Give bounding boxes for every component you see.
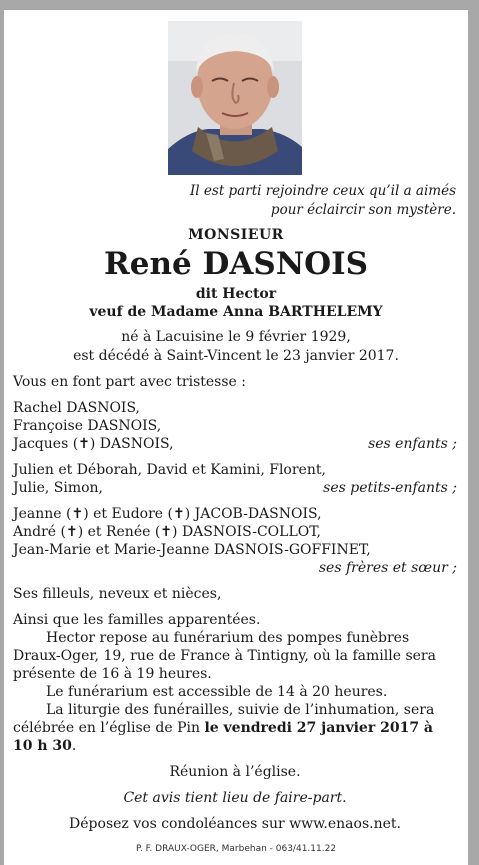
obituary-card	[4, 10, 468, 865]
epitaph-quote	[190, 182, 456, 220]
grandchildren-last-row	[13, 479, 457, 497]
siblings-role: ses frères et sœur ;	[318, 560, 457, 576]
access-hours: Le funérarium est accessible de 14 à 20 heures.	[46, 684, 388, 700]
nickname: dit Hector	[195, 286, 277, 302]
quote-line-2: pour éclaircir son mystère.	[270, 202, 456, 218]
birth-death-info	[4, 328, 468, 366]
grandchildren-role: ses petits-enfants ;	[323, 480, 457, 496]
liturgy-date: le vendredi 27 janvier 2017 à 10 h 30	[13, 720, 434, 754]
liturgy-text: La liturgie des funérailles, suivie de l’inhumation, sera célébrée en l’église de Pin	[13, 702, 435, 736]
child-3: Jacques (✝) DASNOIS,	[13, 436, 174, 452]
honorific: MONSIEUR	[188, 227, 284, 243]
widower-line: veuf de Madame Anna BARTHELEMY	[89, 304, 383, 320]
announcement-body	[13, 373, 457, 833]
sibling-3: Jean-Marie et Marie-Jeanne DASNOIS-GOFFINET,	[13, 542, 371, 558]
liturgy-paragraph	[13, 701, 457, 755]
portrait-photo	[168, 21, 302, 175]
grandchildren-line-2: Julie, Simon,	[13, 480, 104, 496]
notice-line: Cet avis tient lieu de faire-part.	[123, 790, 347, 806]
deceased-name: René DASNOIS	[103, 246, 369, 282]
grandchildren-line-1: Julien et Déborah, David et Kamini, Florent,	[13, 462, 326, 478]
liturgy-end: .	[71, 738, 77, 754]
families-line: Ainsi que les familles apparentées.	[13, 612, 261, 628]
godchildren-line: Ses filleuls, neveux et nièces,	[13, 586, 222, 602]
meeting-line: Réunion à l’église.	[169, 764, 301, 780]
children-role: ses enfants ;	[368, 436, 457, 452]
portrait-image	[168, 21, 302, 175]
child-1: Rachel DASNOIS,	[13, 400, 141, 416]
death-line: est décédé à Saint-Vincent le 23 janvier 2017.	[73, 348, 399, 364]
quote-line-1: Il est parti rejoindre ceux qu’il a aimés	[189, 183, 456, 199]
funerarium-paragraph: Hector repose au funérarium des pompes funèbres Draux-Oger, 19, rue de France à Tintigny, où la famille sera présente de 16 à 19 heures.	[13, 630, 436, 682]
condolences-line: Déposez vos condoléances sur www.enaos.net.	[69, 816, 401, 832]
sibling-2: André (✝) et Renée (✝) DASNOIS-COLLOT,	[13, 524, 321, 540]
sibling-1: Jeanne (✝) et Eudore (✝) JACOB-DASNOIS,	[13, 506, 322, 522]
intro-line: Vous en font part avec tristesse :	[13, 374, 246, 390]
children-last-row	[13, 435, 457, 453]
child-2: Françoise DASNOIS,	[13, 418, 162, 434]
birth-line: né à Lacuisine le 9 février 1929,	[121, 329, 351, 345]
funeral-home-credit: P. F. DRAUX-OGER, Marbehan - 063/41.11.22	[135, 844, 337, 854]
